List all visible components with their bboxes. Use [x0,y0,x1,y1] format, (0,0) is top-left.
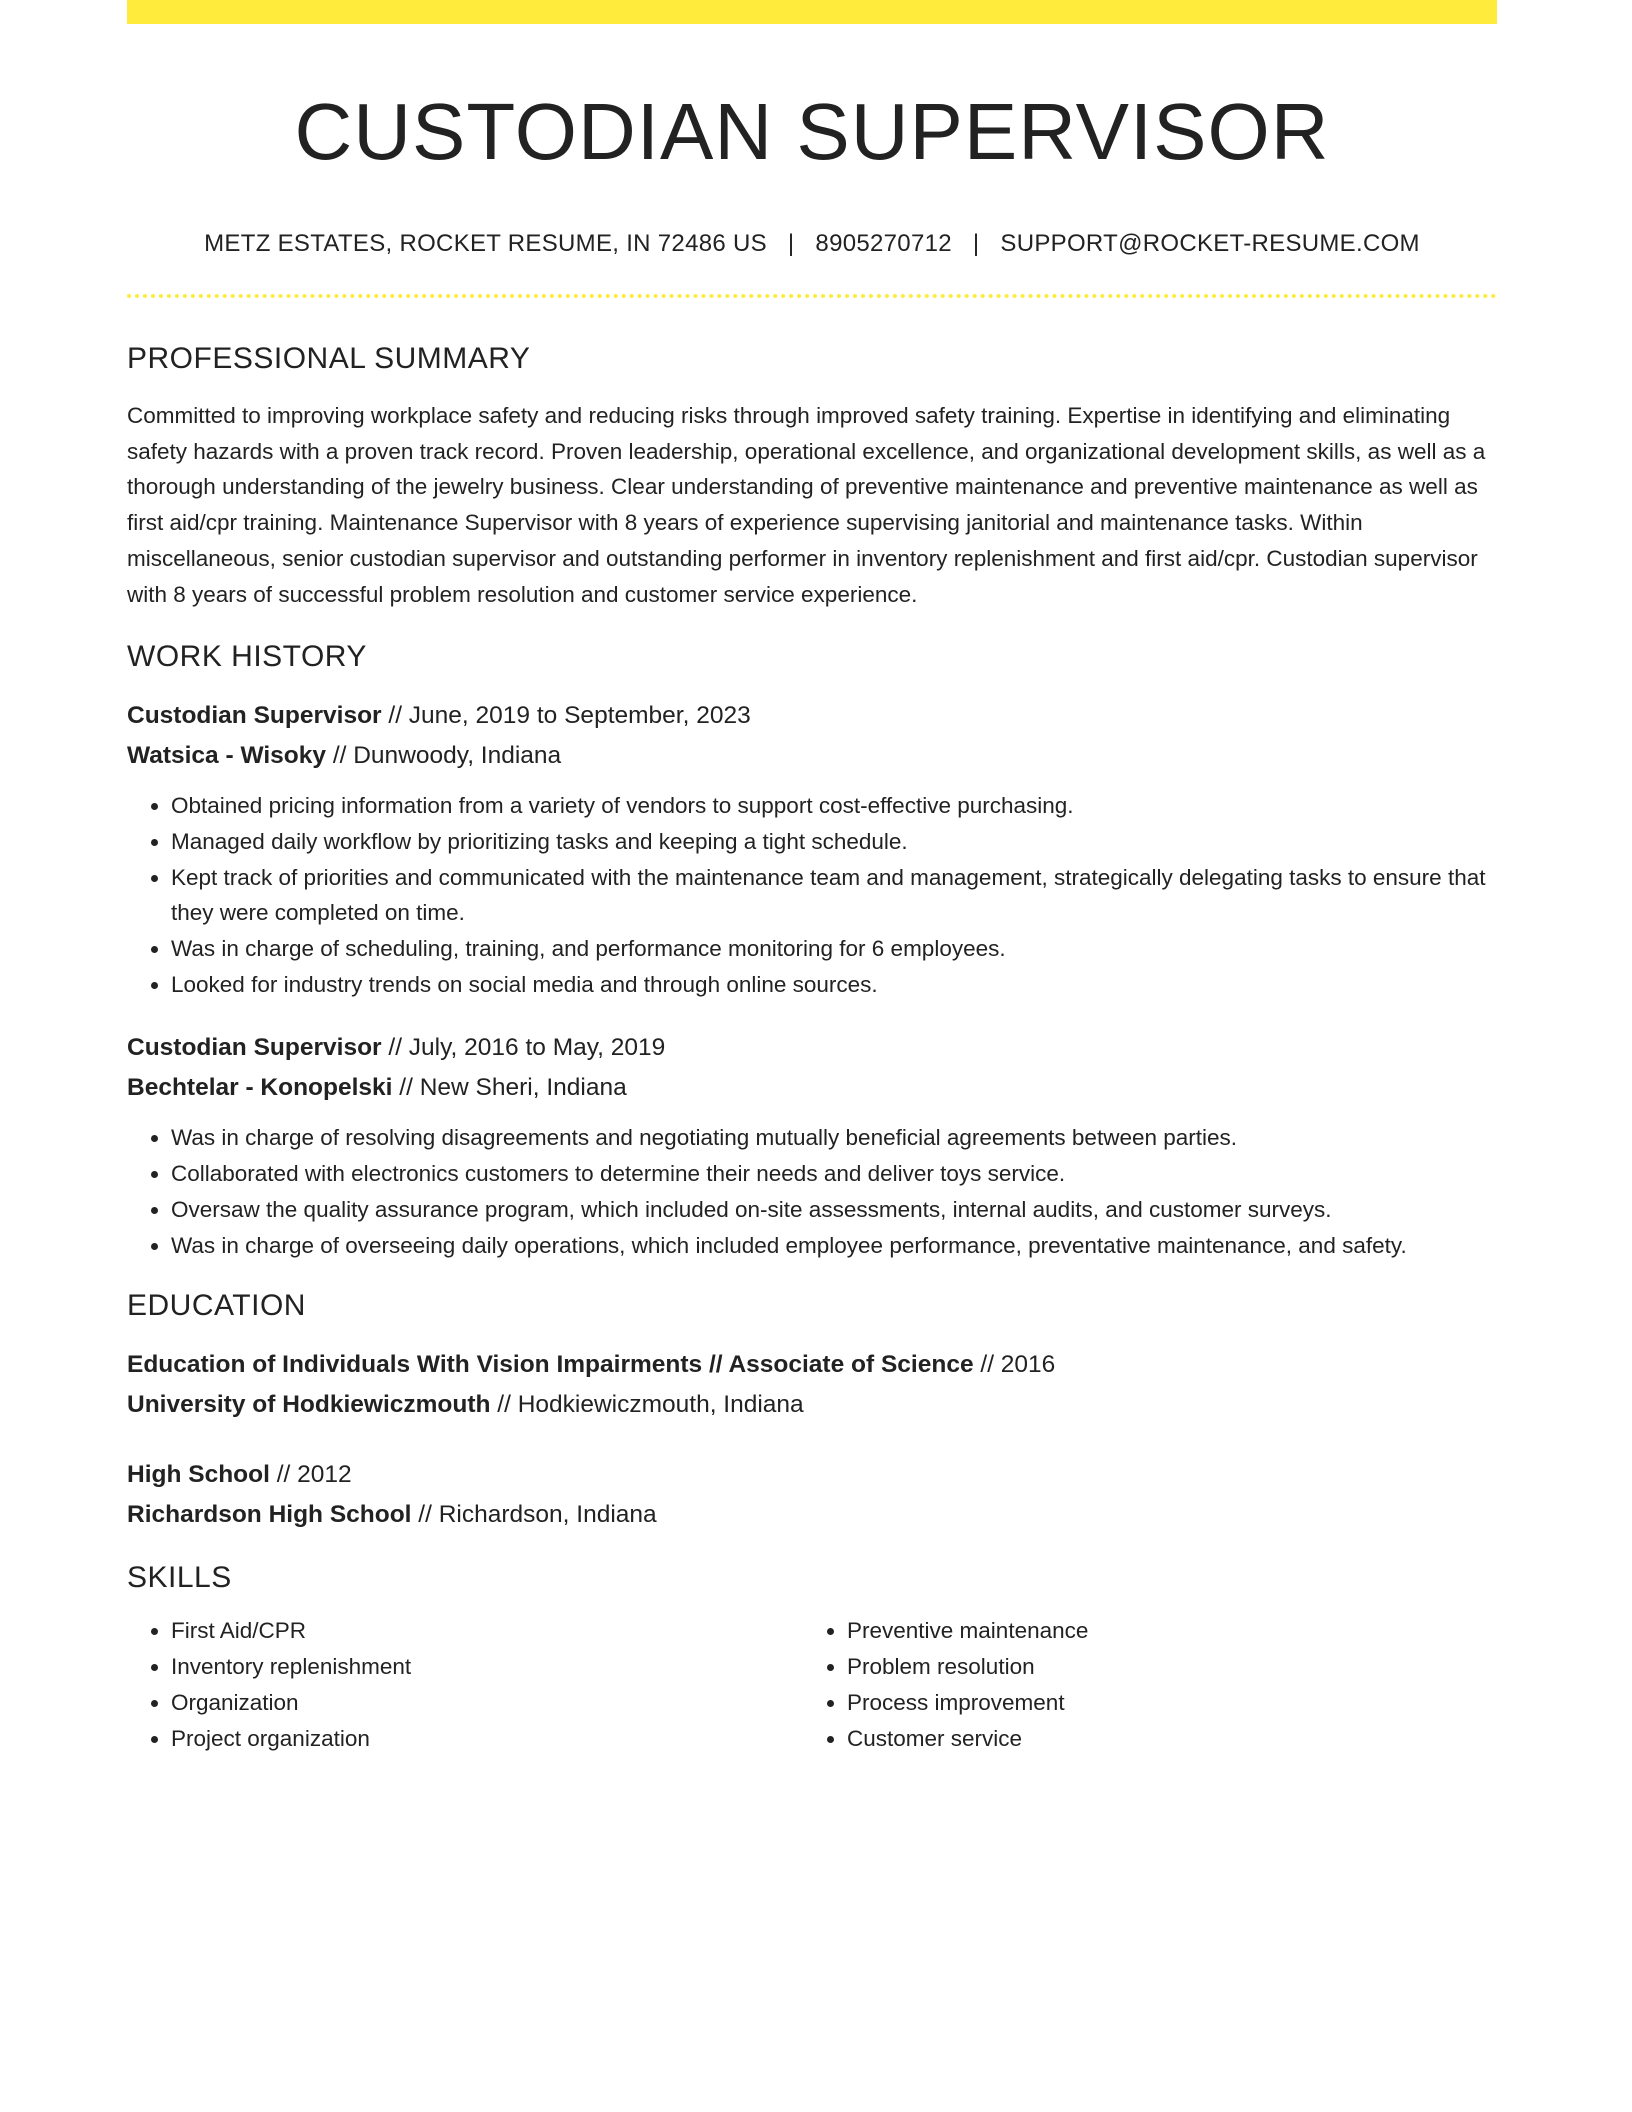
job-entry [127,696,1497,1002]
job-bullet: • Was in charge of scheduling, training, and performance monitoring for 6 employees. [171,931,1497,967]
job-company-line [127,1068,1497,1108]
education-degree-line [127,1345,1497,1385]
job-bullet: • Collaborated with electronics customers to determine their needs and deliver toys service. [171,1156,1497,1192]
job-company-line [127,736,1497,776]
education-degree: High School [127,1461,270,1489]
job-bullets [127,788,1497,1002]
contact-separator: | [787,230,795,257]
job-location: // New Sheri, Indiana [392,1074,627,1102]
contact-email: SUPPORT@ROCKET-RESUME.COM [1000,230,1420,257]
job-bullet: • Was in charge of overseeing daily operations, which included employee performance, preventative maintenance, and safety. [171,1228,1497,1264]
education-heading: EDUCATION [127,1289,306,1323]
education-entry [127,1345,1497,1425]
work-history-heading: WORK HISTORY [127,640,367,674]
job-company: Bechtelar - Konopelski [127,1074,393,1102]
education-degree: Education of Individuals With Vision Impairments // Associate of Science [127,1351,974,1379]
education-degree-line [127,1455,1497,1495]
summary-heading: PROFESSIONAL SUMMARY [127,342,531,375]
skill-item: • Customer service [847,1721,1477,1757]
education-school: University of Hodkiewiczmouth [127,1391,491,1419]
job-role: Custodian Supervisor [127,1034,382,1062]
job-role-line [127,696,1497,736]
skills-heading: SKILLS [127,1561,232,1595]
skill-item: • Process improvement [847,1685,1477,1721]
contact-separator: | [972,230,980,257]
job-role: Custodian Supervisor [127,702,382,730]
contact-line [127,230,1497,258]
education-year: // 2016 [973,1351,1056,1379]
education-location: // Hodkiewiczmouth, Indiana [490,1391,804,1419]
job-dates: // July, 2016 to May, 2019 [381,1034,666,1062]
summary-text: Committed to improving workplace safety and reducing risks through improved safety training. Expertise in identifying and eliminating safety hazards with a proven track record. Proven leadership, operational excellence, and organizational development skills, as well as a thorough understanding of the jewelry business. Clear understanding of preventive maintenance and preventive maintenance as well as first aid/cpr training. Maintenance Supervisor with 8 years of experience supervising janitorial and maintenance tasks. Within miscellaneous, senior custodian supervisor and outstanding performer in inventory replenishment and first aid/cpr. Custodian supervisor with 8 years of successful problem resolution and customer service experience. [127,403,1486,607]
education-entry [127,1455,1497,1535]
job-dates: // June, 2019 to September, 2023 [381,702,751,730]
skills-grid [127,1613,1497,1757]
skills-column-left [127,1613,801,1757]
education-school-line [127,1495,1497,1535]
job-company: Watsica - Wisoky [127,742,327,770]
job-entry [127,1028,1497,1263]
job-bullet: • Kept track of priorities and communicated with the maintenance team and management, strategically delegating tasks to ensure that they were completed on time. [171,860,1497,931]
skill-item: • Preventive maintenance [847,1613,1477,1649]
job-role-line [127,1028,1497,1068]
education-location: // Richardson, Indiana [411,1501,657,1529]
job-bullet: • Managed daily workflow by prioritizing tasks and keeping a tight schedule. [171,824,1497,860]
header-divider [127,294,1497,298]
job-bullet: • Was in charge of resolving disagreements and negotiating mutually beneficial agreements between parties. [171,1120,1497,1156]
education-school-line [127,1385,1497,1425]
contact-address: METZ ESTATES, ROCKET RESUME, IN 72486 US [204,230,767,257]
skills-column-right [801,1613,1477,1757]
resume-page [127,0,1497,1757]
resume-title: CUSTODIAN SUPERVISOR [294,87,1330,176]
skill-item: • Problem resolution [847,1649,1477,1685]
skill-item: • Organization [171,1685,801,1721]
job-location: // Dunwoody, Indiana [326,742,562,770]
job-bullets [127,1120,1497,1263]
accent-bar [127,0,1497,24]
job-bullet: • Looked for industry trends on social media and through online sources. [171,967,1497,1003]
job-bullet: • Oversaw the quality assurance program, which included on-site assessments, internal audits, and customer surveys. [171,1192,1497,1228]
contact-phone: 8905270712 [815,230,952,257]
skill-item: • Project organization [171,1721,801,1757]
job-bullet: • Obtained pricing information from a variety of vendors to support cost-effective purchasing. [171,788,1497,824]
skill-item: • Inventory replenishment [171,1649,801,1685]
education-year: // 2012 [269,1461,352,1489]
skill-item: • First Aid/CPR [171,1613,801,1649]
education-school: Richardson High School [127,1501,412,1529]
